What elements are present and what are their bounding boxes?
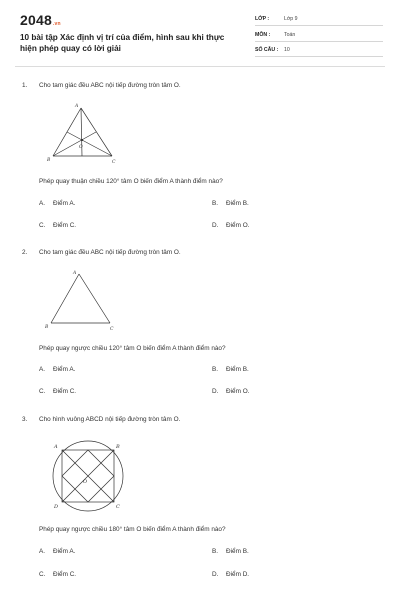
meta-value: Toán bbox=[284, 32, 296, 38]
option-a[interactable] bbox=[39, 548, 75, 555]
option-text: Điểm A. bbox=[53, 548, 76, 555]
label-a: A bbox=[75, 104, 79, 109]
label-a: A bbox=[54, 444, 58, 450]
meta-key: LỚP : bbox=[255, 16, 270, 22]
option-letter: D. bbox=[212, 388, 219, 395]
question-prompt: Phép quay ngược chiều 180° tâm O biến điểm A thành điểm nào? bbox=[39, 526, 226, 533]
meta-key: SỐ CÂU : bbox=[255, 47, 279, 53]
option-letter: D. bbox=[212, 571, 219, 578]
option-b[interactable] bbox=[212, 200, 249, 207]
option-text: Điểm A. bbox=[53, 200, 76, 207]
option-letter: B. bbox=[212, 548, 219, 555]
label-d: D bbox=[54, 504, 59, 510]
option-b[interactable] bbox=[212, 548, 249, 555]
meta-row-class bbox=[255, 12, 383, 26]
meta-row-subject bbox=[255, 28, 383, 42]
square-circle-figure bbox=[50, 434, 132, 514]
label-c: C bbox=[116, 504, 120, 510]
option-text: Điểm B. bbox=[226, 548, 249, 555]
option-text: Điểm A. bbox=[53, 366, 76, 373]
option-text: Điểm C. bbox=[53, 388, 77, 395]
document-title: 10 bài tập Xác định vị trí của điểm, hình sau khi thực hiện phép quay có lời giải bbox=[20, 33, 225, 53]
option-d[interactable] bbox=[212, 222, 249, 229]
option-a[interactable] bbox=[39, 200, 75, 207]
question-prompt: Phép quay thuận chiều 120° tâm O biến điểm A thành điểm nào? bbox=[39, 178, 223, 185]
label-c: C bbox=[112, 160, 116, 165]
option-text: Điểm C. bbox=[53, 571, 77, 578]
question-number: 2. bbox=[22, 249, 28, 256]
option-b[interactable] bbox=[212, 366, 249, 373]
option-letter: C. bbox=[39, 571, 46, 578]
label-o: O bbox=[79, 145, 83, 150]
question-number: 3. bbox=[22, 416, 28, 423]
option-text: Điểm D. bbox=[226, 571, 250, 578]
label-b: B bbox=[116, 444, 120, 450]
question-text: Cho tam giác đều ABC nội tiếp đường tròn tâm O. bbox=[39, 249, 181, 256]
option-letter: A. bbox=[39, 366, 46, 373]
option-letter: D. bbox=[212, 222, 219, 229]
logo-suffix: .vn bbox=[52, 21, 61, 27]
question-number: 1. bbox=[22, 82, 28, 89]
header-divider bbox=[15, 66, 385, 67]
label-o: O bbox=[83, 479, 88, 485]
option-text: Điểm B. bbox=[226, 200, 249, 207]
meta-value: Lớp 9 bbox=[284, 16, 298, 22]
option-letter: B. bbox=[212, 366, 219, 373]
triangle-figure-2 bbox=[42, 268, 120, 334]
label-a: A bbox=[73, 271, 77, 276]
option-text: Điểm B. bbox=[226, 366, 249, 373]
option-d[interactable] bbox=[212, 388, 249, 395]
label-c: C bbox=[110, 327, 114, 332]
option-a[interactable] bbox=[39, 366, 75, 373]
option-d[interactable] bbox=[212, 571, 249, 578]
meta-value: 10 bbox=[284, 47, 290, 53]
option-text: Điểm C. bbox=[53, 222, 77, 229]
option-text: Điểm O. bbox=[226, 222, 250, 229]
meta-row-count bbox=[255, 43, 383, 57]
option-letter: A. bbox=[39, 548, 46, 555]
option-letter: C. bbox=[39, 222, 46, 229]
option-text: Điểm O. bbox=[226, 388, 250, 395]
question-text: Cho hình vuông ABCD nội tiếp đường tròn tâm O. bbox=[39, 416, 181, 423]
option-letter: B. bbox=[212, 200, 219, 207]
option-c[interactable] bbox=[39, 571, 76, 578]
option-c[interactable] bbox=[39, 222, 76, 229]
label-b: B bbox=[45, 325, 49, 330]
question-prompt: Phép quay ngược chiều 120° tâm O biến điểm A thành điểm nào? bbox=[39, 345, 226, 352]
option-letter: C. bbox=[39, 388, 46, 395]
triangle-figure-1 bbox=[44, 100, 122, 168]
site-logo[interactable] bbox=[20, 12, 61, 28]
meta-key: MÔN : bbox=[255, 32, 271, 38]
option-letter: A. bbox=[39, 200, 46, 207]
logo-text: 2048 bbox=[20, 12, 52, 28]
page-header bbox=[0, 0, 400, 62]
question-text: Cho tam giác đều ABC nội tiếp đường tròn tâm O. bbox=[39, 82, 181, 89]
label-b: B bbox=[47, 158, 51, 163]
option-c[interactable] bbox=[39, 388, 76, 395]
